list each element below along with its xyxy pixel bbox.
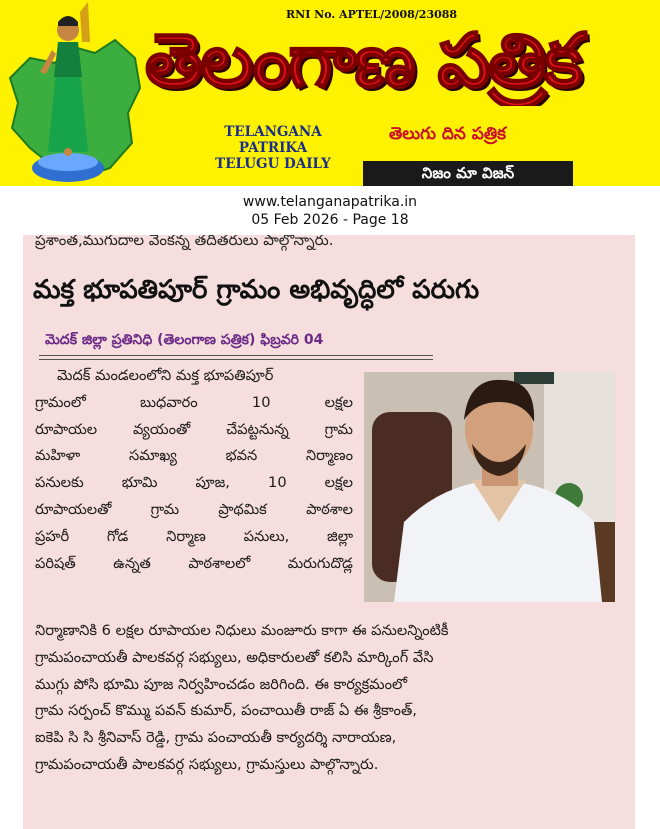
person-photo	[364, 372, 615, 602]
body-line: గ్రామ సర్పంచ్ కొమ్ము పవన్ కుమార్, పంచాయితీ రాజ్ ఏ ఈ శ్రీకాంత్,	[35, 702, 417, 720]
telangana-talli-logo	[18, 2, 118, 186]
byline-divider	[39, 355, 433, 356]
body-line: ఐకెపి సి సి శ్రీనివాస్ రెడ్డి, గ్రామ పంచాయతీ కార్యదర్శి నారాయణ,	[35, 729, 397, 747]
article-headline: మక్త భూపతిపూర్ గ్రామం అభివృద్ధిలో పరుగు	[33, 275, 480, 305]
title-en-line2: TELUGU DAILY	[215, 156, 331, 172]
body-line: రూపాయలతో గ్రామ ప్రాథమిక పాఠశాల	[35, 500, 353, 518]
slogan-banner: నిజం మా విజన్	[363, 161, 573, 186]
byline-divider-2	[39, 359, 433, 360]
newspaper-title: తెలంగాణ పత్రిక	[145, 18, 581, 104]
body-line: రూపాయల వ్యయంతో చేపట్టనున్న గ్రామ	[35, 420, 353, 438]
article-body-full	[35, 618, 625, 779]
body-line: మెదక్ మండలంలోని మక్త భూపతిపూర్	[57, 367, 274, 384]
article-body-column	[35, 363, 353, 577]
body-line: పరిషత్ ఉన్నత పాఠశాలలో మరుగుదొడ్ల	[35, 554, 353, 572]
newspaper-title-english	[197, 124, 349, 172]
body-line: పనులకు భూమి పూజ, 10 లక్షల	[35, 474, 353, 492]
website-url: www.telanganapatrika.in	[242, 194, 418, 210]
masthead	[0, 0, 660, 186]
body-line: ముగ్గు పోసి భూమి పూజ నిర్వహించడం జరిగింది. ఈ కార్యక్రమంలో	[35, 675, 408, 693]
body-line: గ్రామపంచాయతీ పాలకవర్గ సభ్యులు, గ్రామస్తులు పాల్గొన్నారు.	[35, 755, 379, 773]
body-line: ప్రహరీ గోడ నిర్మాణ పనులు, జిల్లా	[35, 527, 353, 545]
body-line: నిర్మాణానికి 6 లక్షల రూపాయల నిధులు మంజూరు కాగా ఈ పనులన్నింటికీ	[35, 622, 449, 639]
article-clipping	[23, 235, 635, 829]
body-line: గ్రామంలో బుధవారం 10 లక్షల	[35, 393, 353, 411]
tagline-telugu: తెలుగు దిన పత్రిక	[389, 124, 506, 144]
body-line: గ్రామపంచాయతీ పాలకవర్గ సభ్యులు, అధికారులతో కలిసి మార్కింగ్ వేసి	[35, 648, 434, 666]
title-en-line1: TELANGANA PATRIKA	[224, 124, 322, 156]
previous-article-line: ప్రశాంత,ముగుదాల వెంకన్న తదితరులు పాల్గొన్నారు.	[35, 235, 334, 249]
date-page: 05 Feb 2026 - Page 18	[251, 212, 409, 228]
body-line: మహిళా సమాఖ్య భవన నిర్మాణం	[35, 447, 353, 465]
article-byline: మెదక్ జిల్లా ప్రతినిధి (తెలంగాణ పత్రిక) ఫిబ్రవరి 04	[45, 332, 324, 348]
rni-number: RNI No. APTEL/2008/23088	[286, 8, 458, 21]
